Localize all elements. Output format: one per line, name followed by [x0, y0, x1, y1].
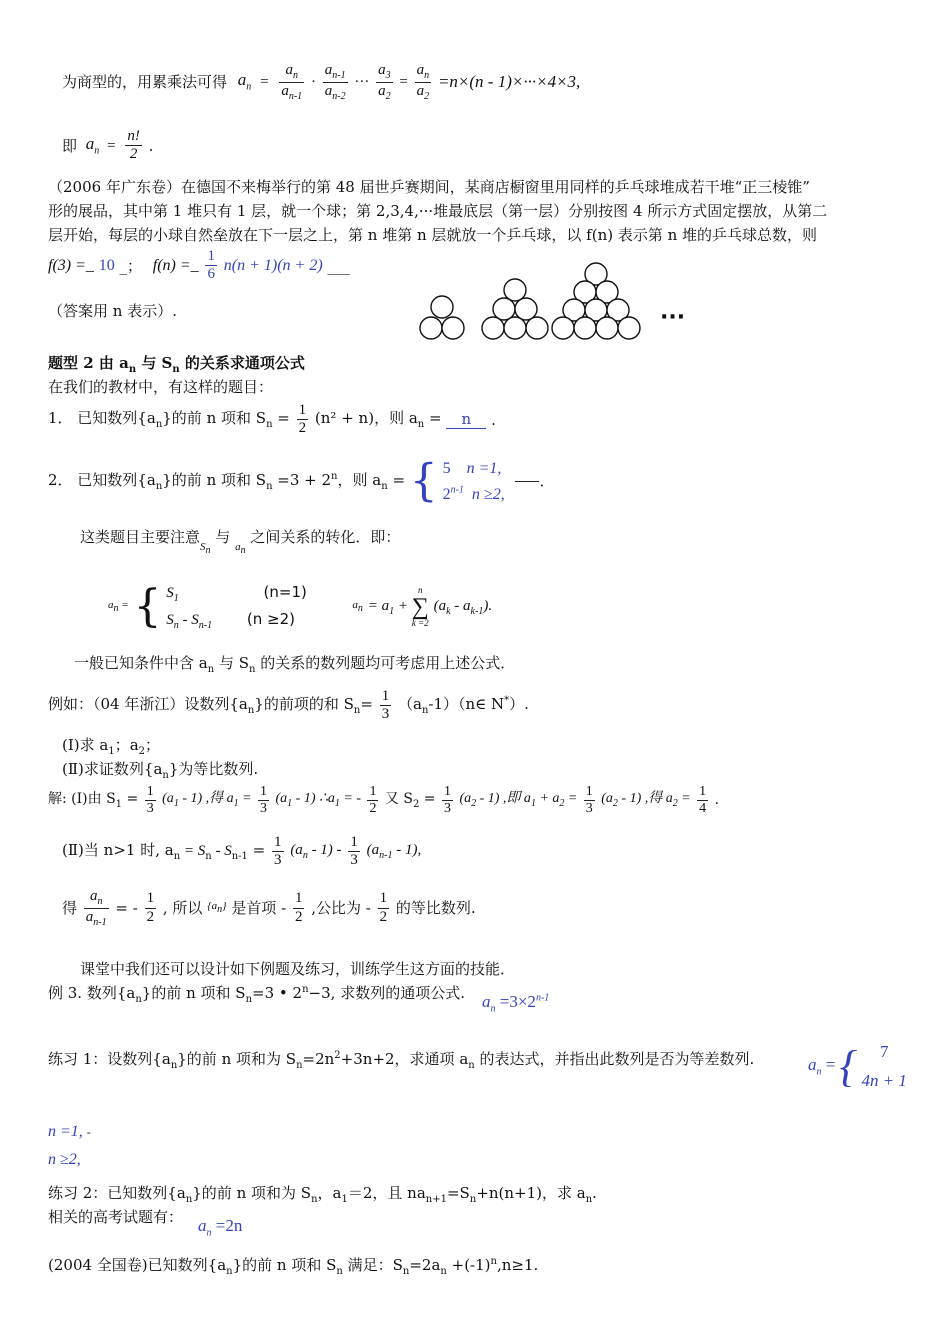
line1-rhs: =n×(n - 1)×···×4×3,: [437, 71, 581, 91]
fn-answer: n(n + 1)(n + 2): [223, 257, 323, 275]
gaokao-answer: $a_n =2n$: [198, 1216, 243, 1239]
solution-2: (Ⅱ)当 n>1 时, $a_n = S_n - S_{n-1}$ = $\frac{1}{3}$ $(a_n - 1)$ - $\frac{1}{3}$ $(a_{n-1} - 1)$,: [62, 834, 422, 869]
example-line: 例如：（04 年浙江）设数列$\{a_n\}$的前项的和 $S_n=$ $\frac{1}{3}$ $(a_n-1)(n\in$ N*）.: [48, 688, 529, 723]
p1-line5: （答案用 n 表示）.: [48, 302, 177, 320]
ball: [442, 317, 464, 339]
question-1: 1． 已知数列$\{a_n\}$的前 n 项和 $S_n$ = $\frac{1}{2}$ (n² + n)，则 $a_n = n$ .: [48, 402, 496, 437]
practice-1: 练习 1：设数列$\{a_n\}$的前 n 项和为 $S_n=2n^2+3n+2$，求通项 $a_n$ 的表达式，并指出此数列是否为等差数列.: [48, 1050, 755, 1071]
ball: [493, 298, 515, 320]
ball: [504, 279, 526, 301]
ball: [420, 317, 442, 339]
last-problem: (2004 全国卷)已知数列$\{a_n\}$的前 n 项和 $S_n$ 满足：$S_n=2a_n +(-1)^n,n\ge 1$.: [48, 1256, 539, 1277]
line1-frac3: $\frac{a_3}{a_2}$: [378, 62, 391, 102]
f3-label: f(3) =_: [48, 257, 94, 275]
line1-frac4: $\frac{a_n}{a_2}$: [416, 62, 430, 102]
part-i: (Ⅰ)求 $a_1$；$a_2$；: [62, 736, 161, 757]
ball: [504, 317, 526, 339]
note-line: 这类题目主要注意$_{S_n}$ 与 $_{a_n}$ 之间关系的转化．即：: [80, 528, 401, 557]
ball: [431, 296, 453, 318]
solution-1: 解: (Ⅰ)由 $S_1$ = $\frac{1}{3}$ $(a_1 - 1)$ ,得 $a_1$ = $\frac{1}{3}$ $(a_1 - 1)$ $\therefore a_1$ = - $\frac{1}{2}$ 又 $S_2$ = $\frac{1}{3}$ $(a_2 - 1)$ ,即 $a_1 + a_2$ = $\frac{1}{3}$ $(a_2 - 1)$ ,得 $a_2$ = $\frac{1}{4}$ .: [48, 784, 720, 817]
ball-pyramids-figure: [410, 262, 700, 352]
practice-2: 练习 2：已知数列$\{a_n\}$的前 n 项和为 $S_n$，$a_1=2$，且 $na_{n+1}=S_n+n(n+1)$，求 $a_n$.: [48, 1184, 597, 1205]
q2-cases: 5 n =1, 2$^{n-1}$ n ≥2,: [442, 460, 505, 503]
general-note: 一般已知条件中含 $a_n$ 与 $S_n$ 的关系的数列题均可考虑用上述公式．: [74, 654, 516, 675]
classroom-note: 课堂中我们还可以设计如下例题及练习，训练学生这方面的技能．: [80, 960, 516, 978]
line2-a: $a_n$: [85, 134, 100, 157]
f3-answer: 10: [98, 257, 115, 275]
pyramid-ellipsis: ···: [660, 305, 686, 330]
line1-a: $a_n$: [237, 70, 252, 93]
question-2: 2． 已知数列$\{a_n\}$的前 n 项和 $S_n =3 + 2^n$，则 $a_n$ = { 5 n =1, 2$^{n-1}$ n ≥2, .: [48, 455, 545, 507]
line1-frac2: $\frac{a_{n-1}}{a_{n-2}}$: [324, 62, 346, 102]
p1-line1: （2006 年广东卷）在德国不来梅举行的第 48 届世乒赛期间，某商店橱窗里用同样的乒乓球堆成若干堆“正三棱锥”: [48, 178, 810, 196]
line2-frac: $\frac{n!}{2}$: [127, 128, 140, 163]
line1-frac1: $\frac{a_n}{a_{n-1}}$: [281, 62, 303, 102]
example-3: 例 3. 数列$\{a_n\}$的前 n 项和 $S_n=3$ • $2^n-3$, 求数列的通项公式.: [48, 984, 465, 1005]
part-ii: (Ⅱ)求证数列$\{a_n\}$为等比数列.: [62, 760, 259, 781]
ball: [515, 298, 537, 320]
solution-3: 得 $\frac{a_n}{a_{n-1}}$ = - $\frac{1}{2}$ , 所以 $\{a_n\}$ 是首项 - $\frac{1}{2}$ ,公比为 - $\frac{1}{2}$ 的等比数列.: [62, 888, 476, 928]
p1-line2: 形的展品，其中第 1 堆只有 1 层，就一个球；第 2,3,4,···堆最底层（第一层）分别按图 4 所示方式固定摆放，从第二: [48, 202, 828, 220]
line2-text: 即: [62, 136, 78, 155]
example-3-answer: $a_n =3\times 2^{n-1}$: [482, 992, 550, 1015]
practice-1-conditions: n =1, - n ≥2,: [48, 1123, 91, 1168]
ball: [574, 317, 596, 339]
ball: [618, 317, 640, 339]
formula-block: $a_n$ = { $S_1$ (n=1) $S_n - S_{n-1}$ (n ≥2) $a_n = a_1$ + n ∑ k =2 $(a_k - a_{k-1})$.: [108, 581, 493, 632]
fn-label: f(n) =_: [152, 257, 199, 275]
ball: [526, 317, 548, 339]
practice-1-answer: $a_n$ = { 7 4n + 1: [808, 1041, 907, 1091]
gaokao-label: 相关的高考试题有：: [48, 1208, 184, 1226]
intro-text: 在我们的教材中，有这样的题目：: [48, 378, 274, 396]
q1-answer: n: [446, 410, 486, 429]
fn-frac: $\frac{1}{6}$: [207, 248, 215, 283]
ball: [596, 317, 618, 339]
ball: [482, 317, 504, 339]
section-heading: 题型 2 由 $a_n$ 与 $S_n$ 的关系求通项公式: [48, 354, 305, 375]
p1-line3: 层开始，每层的小球自然垒放在下一层之上，第 n 堆第 n 层就放一个乒乓球，以 f(n) 表示第 n 堆的乒乓球总数，则: [48, 226, 818, 244]
ball: [552, 317, 574, 339]
line1-text: 为商型的，用累乘法可得: [62, 73, 228, 91]
